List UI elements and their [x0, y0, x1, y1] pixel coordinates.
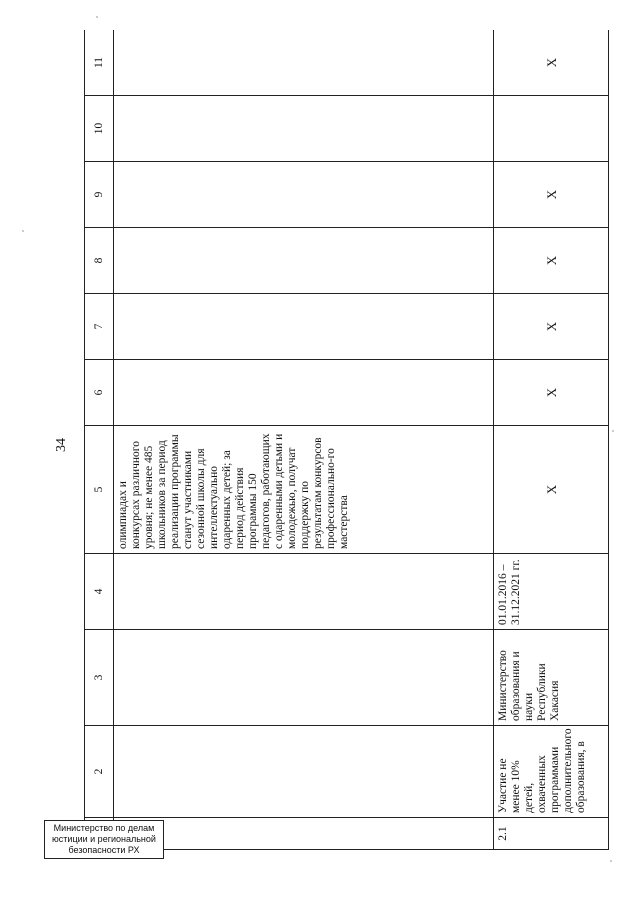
- col11-cell: Х: [494, 30, 609, 96]
- header-cell-4: 4: [85, 554, 114, 630]
- col6-cell-empty: [114, 360, 494, 426]
- header-cell-3: 3: [85, 630, 114, 726]
- col4-cell-empty: [114, 554, 494, 630]
- header-cell-10: 10: [85, 96, 114, 162]
- header-cell-2: 2: [85, 726, 114, 818]
- header-cell-6: 6: [85, 360, 114, 426]
- registration-stamp: [44, 820, 164, 859]
- program-table: [84, 30, 609, 850]
- col5-cell-text: олимпиадах и конкурсах различного уровня; не менее 485 школьников за период реализации программы станут участниками сезонной школы для интеллектуально одаренных детей; за период действия программы 150 педагогов, работающих с одаренными детьми и молодежью, получат поддержку по результатам конкурсов профессионально-го мастерства: [114, 426, 494, 554]
- col8-cell: Х: [494, 228, 609, 294]
- col6-cell: Х: [494, 360, 609, 426]
- col10-cell: [494, 96, 609, 162]
- col11-cell-empty: [114, 30, 494, 96]
- col2-cell-empty: [114, 726, 494, 818]
- table-region: [84, 30, 609, 850]
- stamp-line-1: Министерство по делам: [53, 823, 155, 833]
- stamp-line-3: безопасности РХ: [68, 845, 140, 855]
- table-row-bottom: [494, 30, 609, 850]
- page-number: 34: [54, 438, 69, 452]
- header-cell-5: 5: [85, 426, 114, 554]
- stamp-line-2: юстиции и региональной: [52, 834, 156, 844]
- col9-cell-empty: [114, 162, 494, 228]
- row-number-cell-empty: [114, 818, 494, 850]
- col3-cell: Министерство образования и науки Республики Хакасия: [494, 630, 609, 726]
- header-cell-9: 9: [85, 162, 114, 228]
- header-cell-8: 8: [85, 228, 114, 294]
- header-cell-11: 11: [85, 30, 114, 96]
- scan-speck: [96, 16, 98, 18]
- col7-cell: Х: [494, 294, 609, 360]
- scan-speck: [612, 430, 614, 432]
- col4-cell: 01.01.2016 – 31.12.2021 гг.: [494, 554, 609, 630]
- table-row-top: [114, 30, 494, 850]
- rotated-table: [84, 30, 609, 850]
- col7-cell-empty: [114, 294, 494, 360]
- col8-cell-empty: [114, 228, 494, 294]
- header-row: [85, 30, 114, 850]
- scan-speck: [22, 230, 24, 232]
- col9-cell: Х: [494, 162, 609, 228]
- col5-cell-mark: Х: [494, 426, 609, 554]
- col3-cell-empty: [114, 630, 494, 726]
- row-number-cell: 2.1: [494, 818, 609, 850]
- scan-speck: [610, 860, 612, 862]
- col10-cell-empty: [114, 96, 494, 162]
- header-cell-7: 7: [85, 294, 114, 360]
- col2-cell: Участие не менее 10% детей, охваченных программами дополнительного образования, в: [494, 726, 609, 818]
